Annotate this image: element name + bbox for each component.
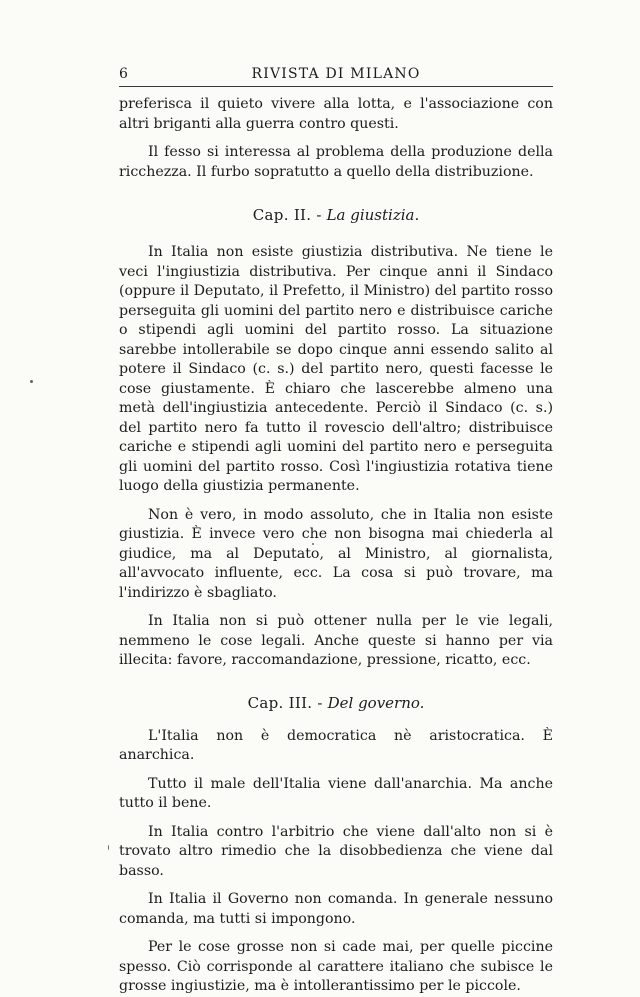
paragraph: Non è vero, in modo assoluto, che in Italia non esiste giustizia. È invece vero che non bisogna mai chiederla al giudice, ma al Deputato, al Ministro, al giornalista, all'avvocato influente, ecc. La cosa si può trovare, ma l'indirizzo è sbagliato. [119,506,553,601]
scan-speck [312,543,314,545]
paragraph: Tutto il male dell'Italia viene dall'anarchia. Ma anche tutto il bene. [119,775,553,811]
paragraph: preferisca il quieto vivere alla lotta, e l'associazione con altri briganti alla guerra contro questi. [119,96,553,132]
body-text [119,95,553,997]
running-title: RIVISTA DI MILANO [251,66,421,82]
paragraph: In Italia non esiste giustizia distributiva. Ne tiene le veci l'ingiustizia distributiva. Per cinque anni il Sindaco (oppure il Deputato, il Prefetto, il Ministro) del partito rosso perseguita gli uomini del partito nero e distribuisce cariche o stipendi agli uomini del partito rosso. La situazione sarebbe intollerabile se dopo cinque anni essendo salito al potere il Sindaco (c. s.) del partito nero, questi facesse le cose giustamente. È chiaro che lascerebbe almeno una metà dell'ingiustizia antecedente. Perciò il Sindaco (c. s.) del partito nero fa tutto il rovescio dell'altro; distribuisce cariche e stipendi agli uomini del partito nero e perseguita gli uomini del partito rosso. Così l'ingiustizia rotativa tiene luogo della giustizia permanente. [119,244,553,494]
paragraph: In Italia il Governo non comanda. In generale nessuno comanda, ma tutti si impongono. [119,891,553,927]
chapter-subtitle: Del governo. [327,693,425,712]
scan-speck [108,845,109,850]
paragraph: In Italia contro l'arbitrio che viene dall'alto non si è trovato altro rimedio che la disobbedienza che viene dal basso. [119,823,553,879]
chapter-number: Cap. II. - [252,206,322,224]
chapter-heading-2 [119,205,553,225]
paragraph: In Italia non si può ottener nulla per le vie legali, nemmeno le cose legali. Anche queste si hanno per via illecita: favore, raccomandazione, pressione, ricatto, ecc. [119,613,553,668]
paragraph: Il fesso si interessa al problema della produzione della ricchezza. Il furbo sopratutto a quello della distribuzione. [119,144,553,180]
chapter-heading-3 [119,693,553,713]
paragraph: L'Italia non è democratica nè aristocratica. È anarchica. [119,727,553,763]
chapter-number: Cap. III. - [247,693,323,712]
scan-speck [30,380,33,383]
page-header [119,62,553,87]
page-number: 6 [119,66,128,82]
paragraph: Per le cose grosse non si cade mai, per quelle piccine spesso. Ciò corrisponde al carattere italiano che subisce le grosse ingiustizie, ma è intollerantissimo per le piccole. [119,939,553,994]
chapter-subtitle: La giustizia. [326,206,420,224]
